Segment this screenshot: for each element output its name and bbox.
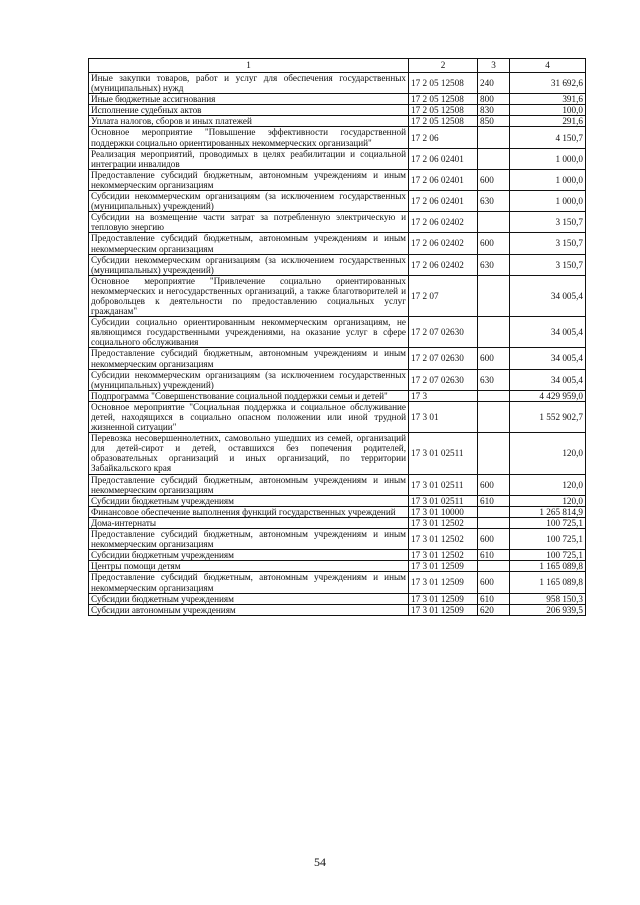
row-code-cell: 17 2 06 02402	[409, 254, 478, 275]
table-row	[89, 105, 586, 116]
table-row	[89, 348, 586, 369]
table-row	[89, 390, 586, 401]
row-name-cell: Предоставление субсидий бюджетным, автономным учреждениям и иным некоммерческим организациям	[89, 348, 409, 369]
row-sum-cell: 291,6	[510, 116, 586, 127]
row-name-cell: Иные закупки товаров, работ и услуг для обеспечения государственных (муниципальных) нужд	[89, 73, 409, 94]
row-code-cell: 17 2 07	[409, 275, 478, 316]
column-header-name: 1	[89, 59, 409, 73]
table-row	[89, 116, 586, 127]
row-name-cell: Субсидии на возмещение части затрат за потребленную электрическую и тепловую энергию	[89, 212, 409, 233]
row-type-cell: 630	[478, 254, 510, 275]
row-code-cell: 17 2 06 02401	[409, 148, 478, 169]
row-code-cell: 17 2 06 02401	[409, 169, 478, 190]
row-name-cell: Предоставление субсидий бюджетным, автономным учреждениям и иным некоммерческим организациям	[89, 572, 409, 593]
row-type-cell	[478, 506, 510, 517]
row-sum-cell: 1 000,0	[510, 169, 586, 190]
row-code-cell: 17 2 07 02630	[409, 369, 478, 390]
table-row	[89, 593, 586, 604]
row-name-cell: Предоставление субсидий бюджетным, автономным учреждениям и иным некоммерческим организациям	[89, 233, 409, 254]
row-type-cell: 610	[478, 550, 510, 561]
row-type-cell: 600	[478, 529, 510, 550]
row-name-cell: Финансовое обеспечение выполнения функций государственных учреждений	[89, 506, 409, 517]
row-type-cell: 850	[478, 116, 510, 127]
row-type-cell: 610	[478, 593, 510, 604]
row-name-cell: Субсидии социально ориентированным некоммерческим организациям, не являющимся государственными учреждениями, на оказание услуг в сфере социального обслуживания	[89, 317, 409, 348]
row-name-cell: Исполнение судебных актов	[89, 105, 409, 116]
table-row	[89, 506, 586, 517]
table-row	[89, 275, 586, 316]
row-name-cell: Уплата налогов, сборов и иных платежей	[89, 116, 409, 127]
column-header-code: 2	[409, 59, 478, 73]
row-name-cell: Основное мероприятие "Повышение эффективности государственной поддержки социально ориентированных некоммерческих организаций"	[89, 127, 409, 148]
row-type-cell: 610	[478, 495, 510, 506]
table-row	[89, 550, 586, 561]
table-row	[89, 212, 586, 233]
row-sum-cell: 1 552 902,7	[510, 401, 586, 432]
row-name-cell: Перевозка несовершеннолетних, самовольно ушедших из семей, организаций для детей-сирот и детей, оставшихся без попечения родителей, образовательных организаций и иных организаций, по территории Забайкальского края	[89, 433, 409, 474]
row-type-cell: 600	[478, 348, 510, 369]
table-row	[89, 474, 586, 495]
row-name-cell: Подпрограмма "Совершенствование социальной поддержки семьи и детей"	[89, 390, 409, 401]
row-name-cell: Предоставление субсидий бюджетным, автономным учреждениям и иным некоммерческим организациям	[89, 529, 409, 550]
row-type-cell	[478, 212, 510, 233]
row-type-cell	[478, 275, 510, 316]
row-sum-cell: 120,0	[510, 474, 586, 495]
table-row	[89, 317, 586, 348]
row-code-cell: 17 3 01 12509	[409, 604, 478, 615]
row-sum-cell: 4 150,7	[510, 127, 586, 148]
row-sum-cell: 100,0	[510, 105, 586, 116]
table-row	[89, 572, 586, 593]
table-row	[89, 94, 586, 105]
row-sum-cell: 1 265 814,9	[510, 506, 586, 517]
row-name-cell: Центры помощи детям	[89, 561, 409, 572]
row-type-cell: 630	[478, 369, 510, 390]
row-code-cell: 17 2 05 12508	[409, 73, 478, 94]
row-type-cell: 600	[478, 233, 510, 254]
row-name-cell: Субсидии бюджетным учреждениям	[89, 593, 409, 604]
row-sum-cell: 1 165 089,8	[510, 572, 586, 593]
row-sum-cell: 3 150,7	[510, 212, 586, 233]
row-sum-cell: 34 005,4	[510, 348, 586, 369]
table-row	[89, 73, 586, 94]
row-name-cell: Субсидии автономным учреждениям	[89, 604, 409, 615]
row-name-cell: Основное мероприятие "Привлечение социально ориентированных некоммерческих и негосударственных организаций, а также благотворителей и добровольцев к деятельности по предоставлению социальных услуг гражданам"	[89, 275, 409, 316]
budget-table	[88, 58, 586, 616]
row-type-cell: 830	[478, 105, 510, 116]
page-number: 54	[314, 855, 326, 869]
row-sum-cell: 4 429 959,0	[510, 390, 586, 401]
row-name-cell: Субсидии некоммерческим организациям (за исключением государственных (муниципальных) учреждений)	[89, 369, 409, 390]
row-type-cell	[478, 433, 510, 474]
row-type-cell: 600	[478, 474, 510, 495]
table-row	[89, 191, 586, 212]
row-sum-cell: 958 150,3	[510, 593, 586, 604]
table-row	[89, 169, 586, 190]
row-name-cell: Субсидии некоммерческим организациям (за исключением государственных (муниципальных) учреждений)	[89, 254, 409, 275]
row-code-cell: 17 2 06 02401	[409, 191, 478, 212]
row-name-cell: Дома-интернаты	[89, 517, 409, 528]
row-sum-cell: 34 005,4	[510, 317, 586, 348]
row-name-cell: Основное мероприятие "Социальная поддержка и социальное обслуживание детей, находящихся в социально опасном положении или иной трудной жизненной ситуации"	[89, 401, 409, 432]
row-type-cell	[478, 517, 510, 528]
row-sum-cell: 100 725,1	[510, 550, 586, 561]
row-code-cell: 17 2 05 12508	[409, 105, 478, 116]
row-code-cell: 17 3 01	[409, 401, 478, 432]
table-row	[89, 233, 586, 254]
table-row	[89, 401, 586, 432]
row-code-cell: 17 2 07 02630	[409, 317, 478, 348]
row-name-cell: Субсидии бюджетным учреждениям	[89, 495, 409, 506]
row-sum-cell: 1 000,0	[510, 191, 586, 212]
row-name-cell: Субсидии некоммерческим организациям (за исключением государственных (муниципальных) учреждений)	[89, 191, 409, 212]
row-code-cell: 17 3 01 12509	[409, 561, 478, 572]
row-code-cell: 17 3 01 12502	[409, 529, 478, 550]
row-type-cell	[478, 390, 510, 401]
table-row	[89, 604, 586, 615]
row-type-cell	[478, 561, 510, 572]
row-name-cell: Субсидии бюджетным учреждениям	[89, 550, 409, 561]
table-row	[89, 433, 586, 474]
table-row	[89, 529, 586, 550]
row-sum-cell: 1 165 089,8	[510, 561, 586, 572]
row-sum-cell: 100 725,1	[510, 517, 586, 528]
row-sum-cell: 3 150,7	[510, 233, 586, 254]
row-code-cell: 17 2 06	[409, 127, 478, 148]
row-code-cell: 17 2 05 12508	[409, 94, 478, 105]
row-sum-cell: 120,0	[510, 433, 586, 474]
row-code-cell: 17 2 06 02402	[409, 212, 478, 233]
row-code-cell: 17 3 01 02511	[409, 474, 478, 495]
row-type-cell: 600	[478, 169, 510, 190]
row-type-cell	[478, 317, 510, 348]
row-type-cell: 630	[478, 191, 510, 212]
row-name-cell: Иные бюджетные ассигнования	[89, 94, 409, 105]
table-row	[89, 369, 586, 390]
table-row	[89, 148, 586, 169]
row-type-cell: 620	[478, 604, 510, 615]
row-code-cell: 17 3	[409, 390, 478, 401]
row-sum-cell: 100 725,1	[510, 529, 586, 550]
column-header-sum: 4	[510, 59, 586, 73]
table-row	[89, 561, 586, 572]
table-row	[89, 254, 586, 275]
row-code-cell: 17 3 01 12502	[409, 550, 478, 561]
row-code-cell: 17 2 07 02630	[409, 348, 478, 369]
row-sum-cell: 120,0	[510, 495, 586, 506]
row-code-cell: 17 3 01 02511	[409, 495, 478, 506]
row-sum-cell: 34 005,4	[510, 369, 586, 390]
row-code-cell: 17 3 01 12509	[409, 572, 478, 593]
row-sum-cell: 34 005,4	[510, 275, 586, 316]
table-header-row	[89, 59, 586, 73]
row-type-cell: 800	[478, 94, 510, 105]
row-name-cell: Предоставление субсидий бюджетным, автономным учреждениям и иным некоммерческим организациям	[89, 169, 409, 190]
row-sum-cell: 3 150,7	[510, 254, 586, 275]
row-sum-cell: 1 000,0	[510, 148, 586, 169]
row-code-cell: 17 3 01 02511	[409, 433, 478, 474]
row-code-cell: 17 3 01 10000	[409, 506, 478, 517]
table-row	[89, 127, 586, 148]
row-type-cell: 600	[478, 572, 510, 593]
row-name-cell: Предоставление субсидий бюджетным, автономным учреждениям и иным некоммерческим организациям	[89, 474, 409, 495]
row-code-cell: 17 3 01 12509	[409, 593, 478, 604]
row-code-cell: 17 3 01 12502	[409, 517, 478, 528]
row-type-cell	[478, 148, 510, 169]
row-sum-cell: 206 939,5	[510, 604, 586, 615]
row-type-cell: 240	[478, 73, 510, 94]
table-body	[89, 73, 586, 616]
row-code-cell: 17 2 06 02402	[409, 233, 478, 254]
row-sum-cell: 31 692,6	[510, 73, 586, 94]
table-row	[89, 517, 586, 528]
row-code-cell: 17 2 05 12508	[409, 116, 478, 127]
row-name-cell: Реализация мероприятий, проводимых в целях реабилитации и социальной интеграции инвалидов	[89, 148, 409, 169]
table-row	[89, 495, 586, 506]
row-type-cell	[478, 127, 510, 148]
row-type-cell	[478, 401, 510, 432]
row-sum-cell: 391,6	[510, 94, 586, 105]
column-header-type: 3	[478, 59, 510, 73]
